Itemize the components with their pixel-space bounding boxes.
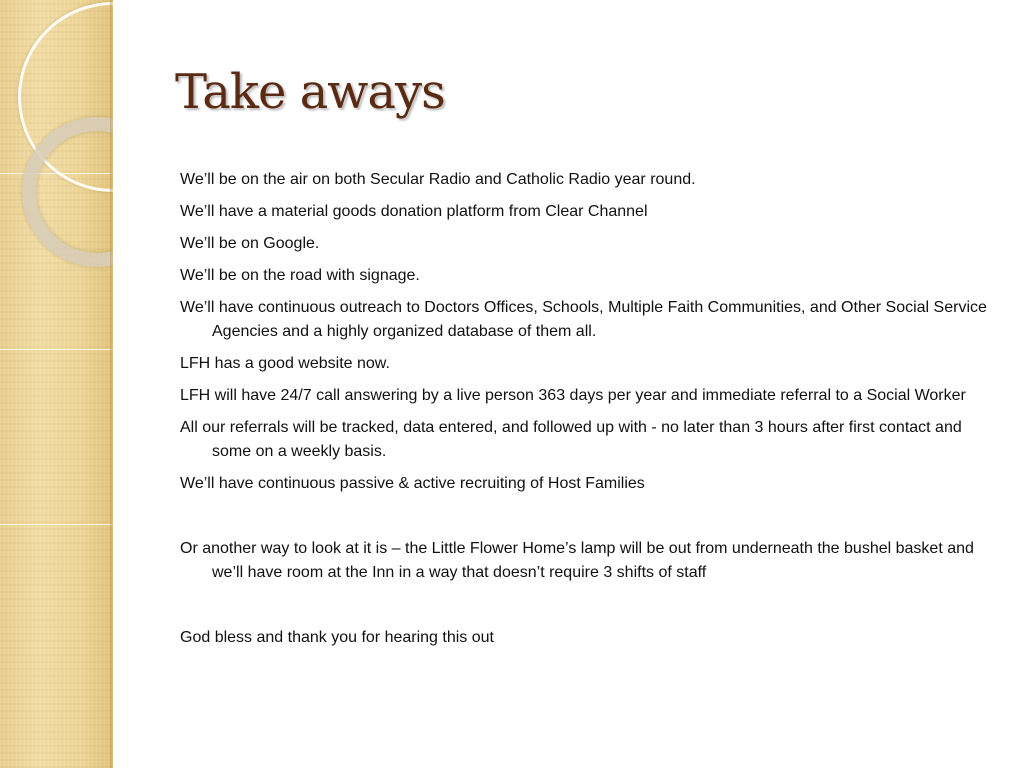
sidebar-divider bbox=[0, 349, 113, 350]
list-item: We’ll have continuous passive & active recruiting of Host Families bbox=[180, 475, 645, 492]
list-item: We’ll have a material goods donation platform from Clear Channel bbox=[180, 203, 648, 220]
spacer bbox=[180, 593, 995, 626]
sidebar-divider bbox=[0, 524, 113, 525]
list-item: All our referrals will be tracked, data entered, and followed up with - no later than 3 hours after first contact and some on a weekly basis. bbox=[180, 419, 962, 460]
list-item: We’ll be on the road with signage. bbox=[180, 267, 420, 284]
list-item: LFH has a good website now. bbox=[180, 355, 390, 372]
list-item: Or another way to look at it is – the Little Flower Home’s lamp will be out from underneath the bushel basket and we’ll have room at the Inn in a way that doesn’t require 3 shifts of staff bbox=[180, 540, 974, 581]
list-item: LFH will have 24/7 call answering by a live person 363 days per year and immediate referral to a Social Worker bbox=[180, 387, 966, 404]
list-item: We’ll be on Google. bbox=[180, 235, 320, 252]
list-item: We’ll be on the air on both Secular Radio and Catholic Radio year round. bbox=[180, 171, 696, 188]
slide-title: Take aways bbox=[175, 64, 445, 120]
spacer bbox=[180, 504, 995, 537]
bullet-list bbox=[180, 168, 995, 658]
sidebar-edge-shadow bbox=[110, 0, 113, 768]
list-item: God bless and thank you for hearing this out bbox=[180, 629, 494, 646]
decorative-sidebar bbox=[0, 0, 113, 768]
list-item: We’ll have continuous outreach to Doctors Offices, Schools, Multiple Faith Communities, and Other Social Service Agencies and a highly organized database of them all. bbox=[180, 299, 987, 340]
